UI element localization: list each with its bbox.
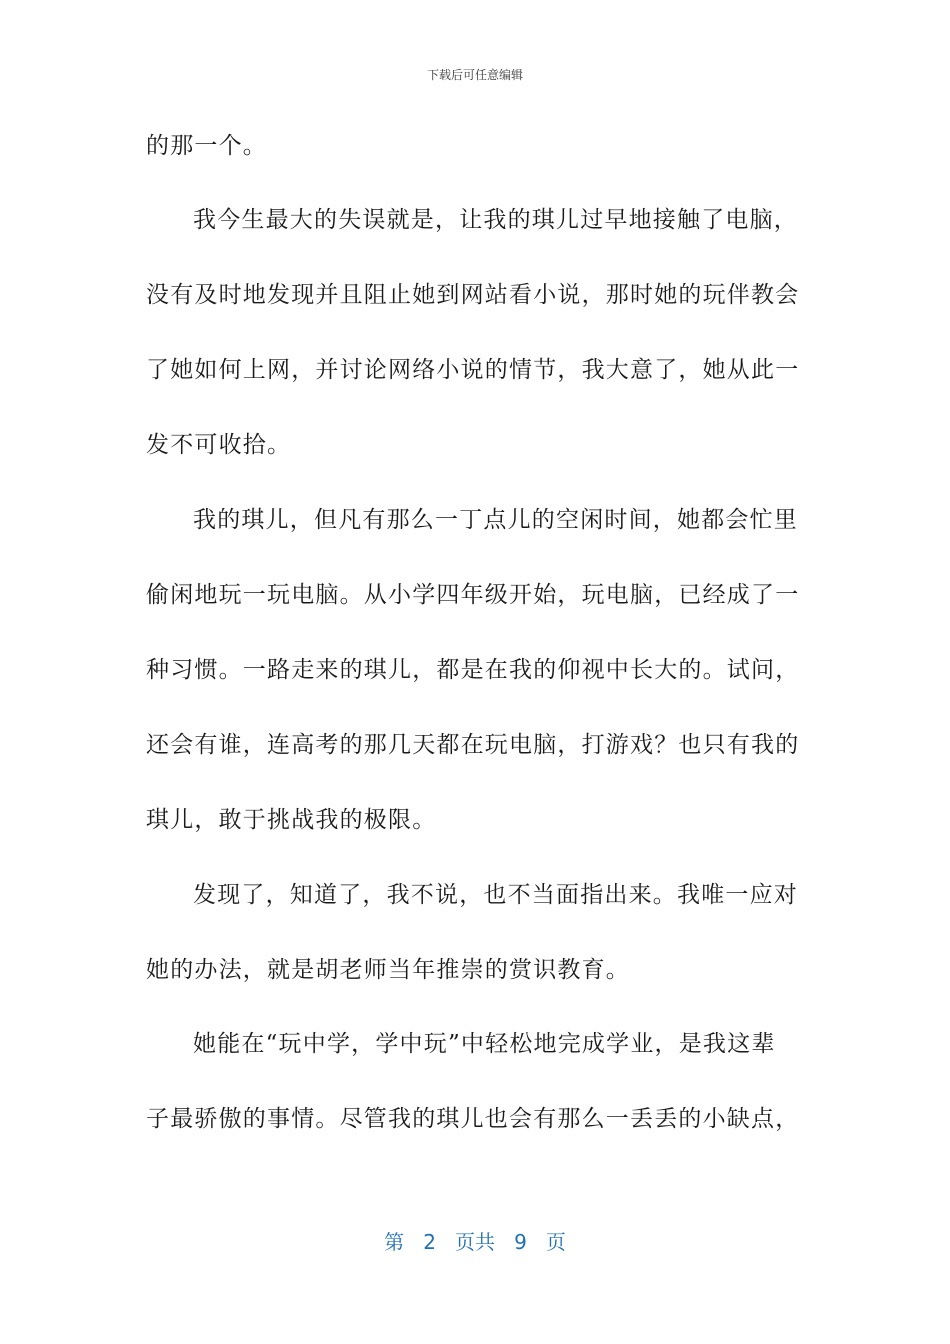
page-label: 第 (384, 1230, 405, 1254)
body-line: 的那一个。 (146, 133, 267, 159)
body-line: 发现了，知道了，我不说，也不当面指出来。我唯一应对 (193, 882, 798, 908)
body-line: 没有及时地发现并且阻止她到网站看小说，那时她的玩伴教会 (146, 282, 800, 308)
page-total-number: 9 (514, 1230, 527, 1254)
body-line: 我今生最大的失误就是，让我的琪儿过早地接触了电脑， (193, 207, 798, 233)
body-line: 发不可收拾。 (146, 432, 292, 458)
page-footer (0, 1226, 950, 1255)
body-line: 我的琪儿，但凡有那么一丁点儿的空闲时间，她都会忙里 (193, 507, 798, 533)
page-header: 下载后可任意编辑 (426, 68, 523, 82)
body-line: 还会有谁，连高考的那几天都在玩电脑，打游戏？也只有我的 (146, 732, 800, 758)
body-line: 她能在“玩中学，学中玩”中轻松地完成学业，是我这辈 (193, 1031, 776, 1057)
body-line: 琪儿，敢于挑战我的极限。 (146, 807, 437, 833)
page-current-number: 2 (423, 1230, 436, 1254)
body-line: 种习惯。一路走来的琪儿，都是在我的仰视中长大的。试问， (146, 657, 800, 683)
page-end-label: 页 (545, 1230, 566, 1254)
body-line: 她的办法，就是胡老师当年推崇的赏识教育。 (146, 957, 630, 983)
body-line: 偷闲地玩一玩电脑。从小学四年级开始，玩电脑，已经成了一 (146, 582, 800, 608)
body-line: 子最骄傲的事情。尽管我的琪儿也会有那么一丢丢的小缺点， (146, 1106, 800, 1132)
page-middle-label: 页共 (455, 1230, 495, 1254)
body-line: 了她如何上网，并讨论网络小说的情节，我大意了，她从此一 (146, 357, 800, 383)
